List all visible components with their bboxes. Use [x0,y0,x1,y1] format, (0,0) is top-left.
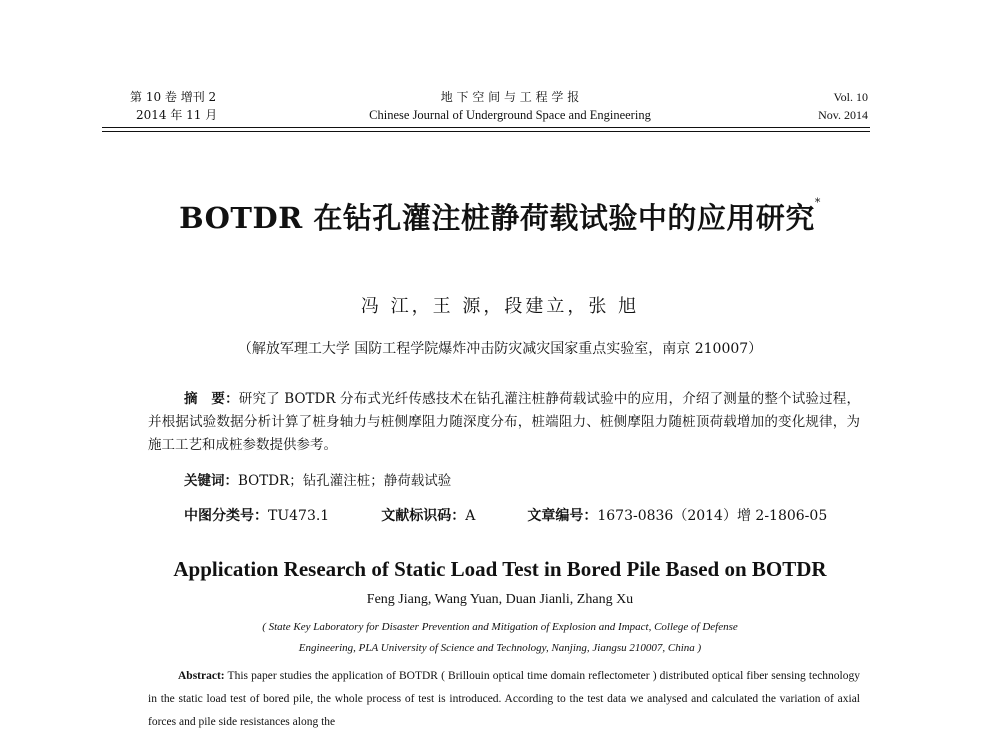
article-id-value: 1673-0836（2014）增 2-1806-05 [597,508,828,524]
abstract-en [148,665,860,734]
date-cn: 2014 年 11 月 [136,108,218,122]
doc-code-label: 文献标识码： [381,508,466,524]
header-rule-thick [102,127,870,128]
header-left [130,88,217,124]
article-id-label: 文章编号： [527,508,598,524]
title-cn [0,196,1000,237]
authors-en: Feng Jiang, Wang Yuan, Duan Jianli, Zhang Xu [366,592,634,607]
title-en: Application Research of Static Load Test in Bored Pile Based on BOTDR [173,557,827,581]
authors-cn: 冯 江，王 源，段建立，张 旭 [360,296,640,317]
journal-name-cn: 地 下 空 间 与 工 程 学 报 [440,90,580,104]
doc-code-value: A [465,508,476,524]
keywords-cn [184,469,451,489]
header-right [818,88,868,124]
affiliation-cn: （解放军理工大学 国防工程学院爆炸冲击防灾减灾国家重点实验室，南京 210007） [237,341,763,357]
affiliation-en-line-1: ( State Key Laboratory for Disaster Prevention and Mitigation of Explosion and Impact, College of Defense [262,621,738,633]
abstract-label-cn: 摘 要： [184,391,239,407]
keywords-text-cn: BOTDR；钻孔灌注桩；静荷载试验 [238,473,452,489]
volume-issue-cn: 第 10 卷 增刊 2 [130,90,217,104]
clc-label: 中图分类号： [184,508,268,524]
title-cn-text: BOTDR 在钻孔灌注桩静荷载试验中的应用研究 [179,201,815,235]
affiliation-en [0,617,1000,659]
header-center [300,88,720,124]
clc-value: TU473.1 [268,508,330,524]
keywords-label-cn: 关键词： [184,473,238,489]
date-en: Nov. 2014 [818,108,868,122]
volume-en: Vol. 10 [833,90,868,104]
abstract-label-en: Abstract: [178,670,225,682]
abstract-text-en: This paper studies the application of BOTDR ( Brillouin optical time domain reflectometer ) distributed optical fiber sensing technology in the static load test of bored pile, the whole process of test is introduced. According to the test data we analysed and calculated the variation of axial forces and pile side resistances along the [148,670,860,728]
journal-name-en: Chinese Journal of Underground Space and Engineering [369,108,651,122]
classification-line [184,505,827,525]
affiliation-en-line-2: Engineering, PLA University of Science and Technology, Nanjing, Jiangsu 210007, China ) [298,642,702,654]
title-footnote-mark: * [814,196,821,209]
abstract-cn [148,388,860,457]
header-rule-thin [102,131,870,132]
abstract-text-cn: 研究了 BOTDR 分布式光纤传感技术在钻孔灌注桩静荷载试验中的应用，介绍了测量的整个试验过程，并根据试验数据分析计算了桩身轴力与桩侧摩阻力随深度分布，桩端阻力、桩侧摩阻力随桩顶荷载增加的变化规律，为施工工艺和成桩参数提供参考。 [148,391,860,453]
